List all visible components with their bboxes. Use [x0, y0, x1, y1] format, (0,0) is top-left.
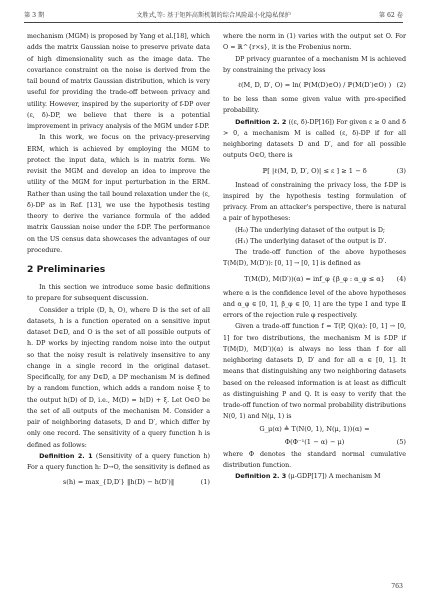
definition-title: Definition 2. 1 [39, 451, 93, 460]
equation [223, 270, 406, 288]
paragraph: Instead of constraining the privacy loss, the f-DP is inspired by the hypothesis testing formulation of privacy. From an attacker's perspective, there is natural a pair of hypotheses: [223, 181, 406, 223]
hypothesis-h1: (H₁) The underlying dataset of the output is D′. [235, 237, 387, 245]
paragraph: where Φ denotes the standard normal cumulative distribution function. [223, 450, 406, 469]
issue-label: 第 3 期 [24, 12, 45, 19]
equation [223, 76, 406, 94]
paragraph: DP privacy guarantee of a mechanism M is achieved by constraining the privacy loss [223, 55, 406, 74]
equation [27, 473, 210, 491]
equation-number: (4) [396, 274, 406, 283]
equation-number: (3) [396, 166, 406, 175]
running-title: 文胜式,等: 基于矩阵高斯机制的综合风险最小化隐私保护 [136, 12, 291, 19]
definition [223, 117, 406, 162]
right-column [223, 31, 406, 482]
definition-text: (Sensitivity of a query function h) For a query function h: D→O, the sensitivity is defined as [27, 452, 210, 471]
hypothesis-h0: (H₀) The underlying dataset of the output is D; [235, 226, 386, 234]
page-number: 763 [391, 583, 403, 590]
equation [223, 162, 406, 180]
paragraph: where the norm in (1) varies with the output set O. For O = ℝ^{r×s}, it is the Frobenius norm. [223, 33, 406, 52]
equation-body: T(M(D), M(D′))(α) = inf_φ {β_φ : α_φ ≤ α} [244, 274, 385, 283]
paragraph: mechanism (MGM) is proposed by Yang et al.[18], which adds the matrix Gaussian noise to preserve private data of high dimensionality such as the image data. The covariance constraint on the noise is derived from the tail bound of matrix Gaussian distribution, which is very useful for providing the trade-off between privacy and utility. However, inspired by the superiority of f-DP over (ε, δ)-DP, we believe that there is a potential improvement in privacy analysis of the MGM under f-DP. [27, 33, 210, 130]
equation-line: Φ(Φ⁻¹(1 − α) − μ) [284, 437, 345, 446]
equation [223, 423, 406, 449]
equation-number: (1) [200, 478, 210, 487]
paragraph: Given a trade-off function f = T(P, Q)(α): [0, 1] → [0, 1] for two distributions, the mechanism M is f-DP if T(M(D), M(D′))(α) is always no less than f for all neighboring datasets D, D′ and for all α ∈ [0, 1]. It means that distinguishing any two neighboring datasets based on the released information is at least as difficult as distinguishing P and Q. It is easy to verify that the trade-off function of two normal probability distributions N(0, 1) and N(μ, 1) is [223, 323, 406, 421]
equation-line: G_μ(α) ≜ T(N(0, 1), N(μ, 1))(α) = [259, 424, 370, 433]
definition-title: Definition 2. 2 [235, 117, 287, 126]
section-heading: 2 Preliminaries [27, 264, 106, 275]
definition-text: ((ε, δ)-DP[16]) For given ε ≥ 0 and δ > 0, a mechanism M is called (ε, δ)-DP if for all neighboring datasets D and D′, and for all possible outputs O∈O, there is [223, 118, 406, 160]
paragraph: The trade-off function of the above hypotheses T(M(D), M(D′)): [0, 1] → [0, 1] is defined as [223, 249, 406, 268]
left-column [27, 31, 210, 491]
equation-body: ℓ(M, D, D′, O) = ln( ℙ(M(D)∈O) / ℙ(M(D′)∈O) ) [237, 81, 392, 89]
equation-body: s(h) = max_{D,D′} ‖h(D) − h(D′)‖ [62, 478, 175, 487]
definition [223, 471, 406, 482]
paragraph: In this section we introduce some basic definitions to prepare for subsequent discussion. [27, 284, 210, 303]
equation-number: (5) [396, 437, 406, 446]
definition-title: Definition 2. 3 [235, 472, 287, 480]
header-rule [24, 22, 403, 23]
volume-label: 第 62 卷 [378, 12, 403, 19]
equation-number: (2) [396, 81, 406, 89]
definition-text: (μ-GDP[17]) A mechanism M [288, 473, 381, 480]
definition [27, 451, 210, 474]
paragraph: to be less than some given value with pre-specified probability. [223, 96, 406, 115]
paragraph: Consider a triple (D, h, O), where D is the set of all datasets, h is a function operated on a sensitive input dataset D∈D, and O is the set of all possible outputs of h. DP works by injecting random noise into the output so that the noisy result is relatively insensitive to any change in a single record in the original dataset. Specifically, for any D∈D, a DP mechanism M is defined by a random function, which adds a random noise ξ to the output h(D) of D, i.e., M(D) = h(D) + ξ. Let O∈O be the set of all outputs of the mechanism M. Consider a pair of neighboring datasets, D and D′, which differ by only one record. The sensitivity of a query function h is defined as follows: [27, 306, 210, 449]
paragraph: where α is the confidence level of the above hypotheses and α_φ ∈ [0, 1], β_φ ∈ [0, 1] are the type Ⅰ and type Ⅱ errors of the rejection rule φ respectively. [223, 289, 406, 319]
equation-body: ℙ[ |ℓ(M, D, D′, O)| ≤ ε ] ≥ 1 − δ [262, 166, 367, 175]
paragraph: In this work, we focus on the privacy-preserving ERM, which is achieved by employing the MGM to protect the input data, which is in matrix form. We revisit the MGM and develop an idea to improve the utility of the MGM for input perturbation in the ERM. Rather than using the tail bound relaxation under the (ε, δ)-DP as in Ref. [13], we use the hypothesis testing theory to derive the variance formula of the added matrix Gaussian noise under the f-DP. The performance on the US census data showcases the advantages of our procedure. [27, 134, 210, 254]
